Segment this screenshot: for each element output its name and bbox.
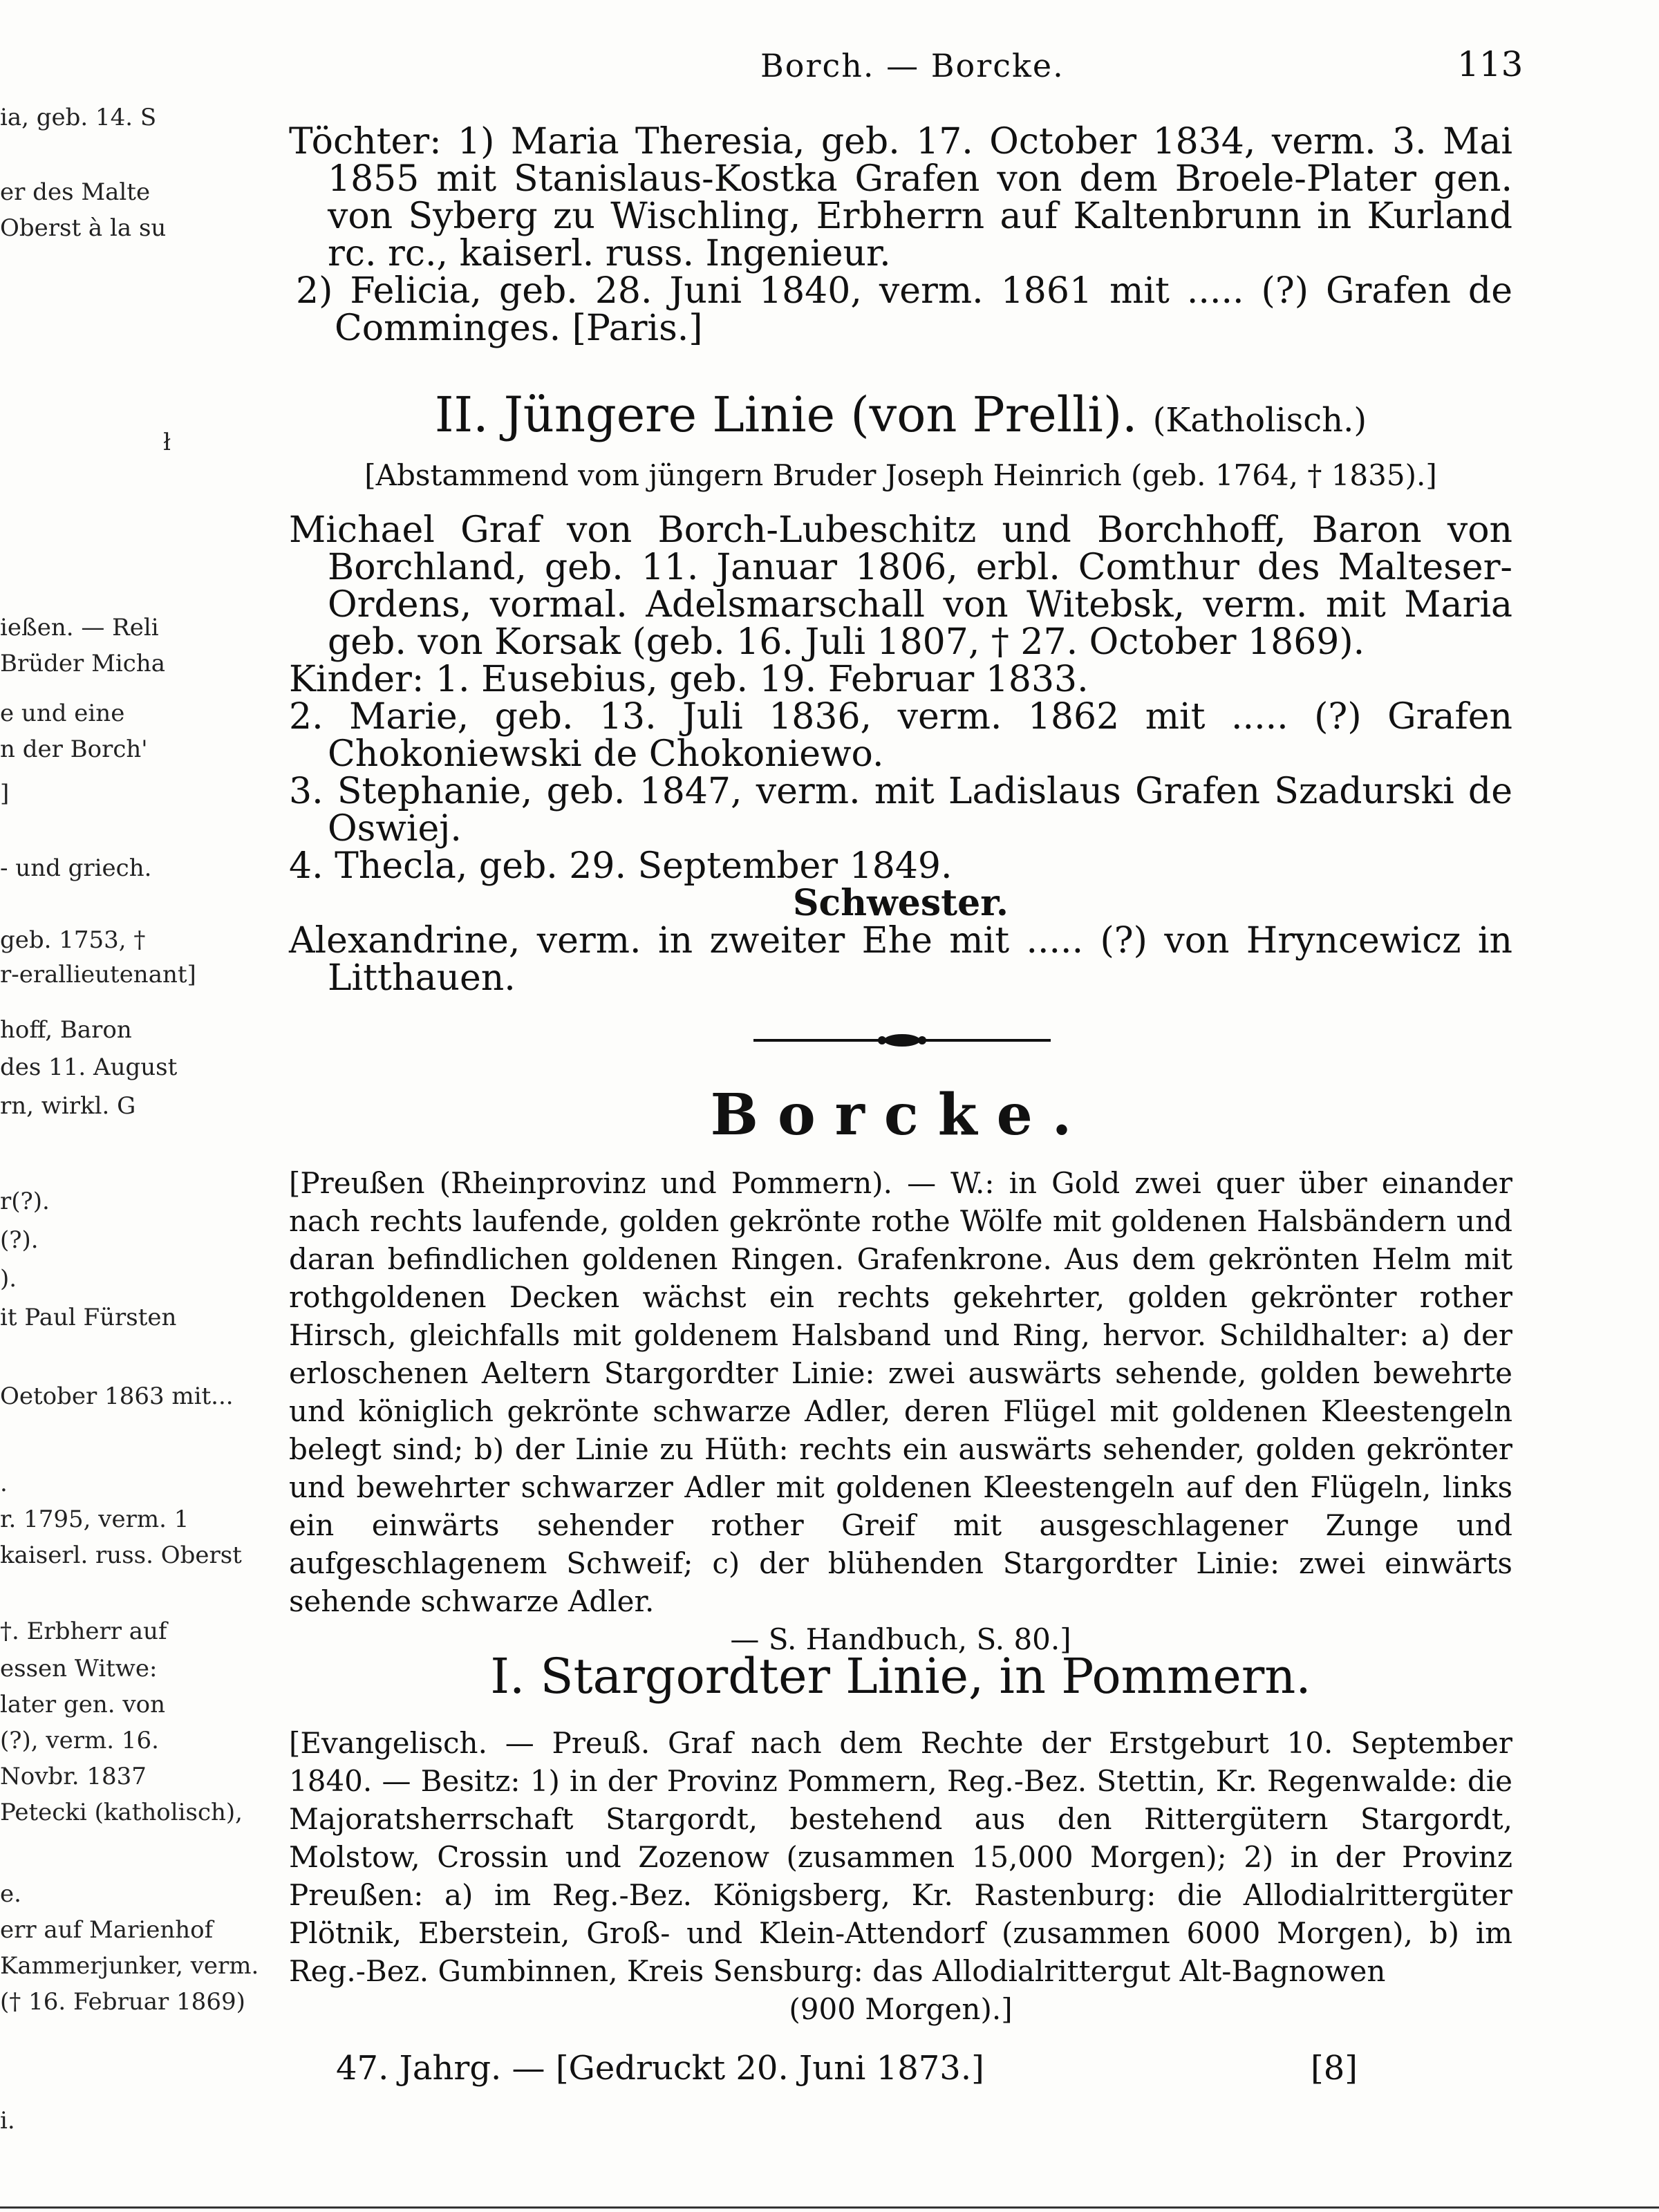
margin-fragment: r-erallieutenant] <box>0 961 196 988</box>
margin-fragment: n der Borch' <box>0 735 148 763</box>
heading-text: II. Jüngere Linie (von Prelli). <box>434 386 1138 443</box>
margin-fragment: (?). <box>0 1226 39 1254</box>
borch-daughters-block <box>289 123 1512 347</box>
margin-fragment: († 16. Februar 1869) <box>0 1988 245 2016</box>
margin-fragment: it Paul Fürsten <box>0 1304 177 1331</box>
margin-fragment: err auf Marienhof <box>0 1916 214 1944</box>
margin-fragment: geb. 1753, † <box>0 926 146 954</box>
margin-fragment: †. Erbherr auf <box>0 1618 167 1645</box>
margin-fragment: kaiserl. russ. Oberst <box>0 1541 242 1569</box>
margin-fragment: ł <box>163 429 171 456</box>
margin-fragment: essen Witwe: <box>0 1655 158 1683</box>
margin-fragment: - und griech. <box>0 854 152 882</box>
borcke-title-block <box>289 1084 1512 1146</box>
margin-fragment: ia, geb. 14. S <box>0 104 157 131</box>
descent-note: [Abstammend vom jüngern Bruder Joseph Heinrich (geb. 1764, † 1835).] <box>364 458 1437 492</box>
line-heading-younger <box>289 387 1512 448</box>
margin-fragment: er des Malte <box>0 178 151 206</box>
daughter-felicia: 2) Felicia, geb. 28. Juni 1840, verm. 1861 mit ..... (?) Grafen de Comminges. [Paris.] <box>296 270 1512 349</box>
margin-fragment: Petecki (katholisch), <box>0 1799 243 1826</box>
sister-paragraph: Alexandrine, verm. in zweiter Ehe mit ..... (?) von Hryncewicz in Litthauen. <box>289 920 1512 999</box>
facing-page-margin <box>0 0 259 2212</box>
michael-block <box>289 509 1512 999</box>
margin-fragment: ] <box>0 780 10 807</box>
stargordt-paragraph-end: (900 Morgen).] <box>789 1992 1013 2026</box>
margin-fragment: (?), verm. 16. <box>0 1727 159 1754</box>
margin-fragment: Kammerjunker, verm. <box>0 1952 259 1980</box>
imprint-line: 47. Jahrg. — [Gedruckt 20. Juni 1873.] <box>336 2049 984 2088</box>
stargordt-block <box>289 1724 1512 2028</box>
margin-fragment: Oberst à la su <box>0 214 167 242</box>
margin-fragment: ). <box>0 1265 17 1293</box>
arms-description: [Preußen (Rheinprovinz und Pommern). — W.: in Gold zwei quer über einander nach rechts laufende, golden gekrönte rothe Wölfe mit goldenen Halsbändern und daran befindlichen goldenen Ringen. Grafenkrone. Aus dem gekrönten Helm mit rothgoldenen Decken wächst ein rechts gekehrter, golden gekrönter rother Hirsch, gleichfalls mit goldenem Halsband und Ring, hervor. Schildhalter: a) der erloschenen Aeltern Stargordter Linie: zwei auswärts sehende, golden bewehrte und königlich gekrönte schwarze Adler, deren Flügel mit goldenen Kleestengeln belegt sind; b) der Linie zu Hüth: rechts ein auswärts sehender, golden gekrönter und bewehrter schwarzer Adler mit goldenen Kleestengeln auf den Flügeln, links ein einwärts sehender rother Greif mit ausgeschlagener Zunge und aufgeschlagenem Schweif; c) der blühenden Stargordter Linie: zwei einwärts sehende schwarze Adler. <box>289 1166 1512 1618</box>
margin-fragment: rn, wirkl. G <box>0 1092 136 1120</box>
margin-fragment: later gen. von <box>0 1691 165 1718</box>
michael-paragraph: Michael Graf von Borch-Lubeschitz und Borchhoff, Baron von Borchland, geb. 11. Januar 1806, erbl. Comthur des Malteser-Ordens, vormal. Adelsmarschall von Witebsk, verm. mit Maria geb. von Korsak (geb. 16. Juli 1807, † 27. October 1869). <box>289 509 1512 663</box>
running-title: Borch. — Borcke. <box>760 47 1065 84</box>
section-heading <box>289 387 1512 448</box>
stargordt-paragraph: [Evangelisch. — Preuß. Graf nach dem Rechte der Erstgeburt 10. September 1840. — Besitz: 1) in der Provinz Pommern, Reg.-Bez. Stettin, Kr. Regenwalde: die Majoratsherrschaft Stargordt, bestehend aus den Rittergütern Stargordt, Molstow, Crossin und Zozenow (zusammen 15,000 Morgen); 2) in der Provinz Preußen: a) im Reg.-Bez. Königsberg, Kr. Rastenburg: die Allodialrittergüter Plötnik, Eberstein, Groß- und Klein-Attendorf (zusammen 6000 Morgen), b) im Reg.-Bez. Gumbinnen, Kreis Sensburg: das Allodialrittergut Alt-Bagnowen <box>289 1726 1512 1988</box>
margin-fragment: Novbr. 1837 <box>0 1763 147 1790</box>
margin-fragment: ießen. — Reli <box>0 614 159 641</box>
scan-edge-line <box>0 2206 1659 2209</box>
margin-fragment: des 11. August <box>0 1053 178 1081</box>
margin-fragment: e. <box>0 1880 21 1908</box>
child-entry: 4. Thecla, geb. 29. September 1849. <box>289 845 953 887</box>
daughters-paragraph: Töchter: 1) Maria Theresia, geb. 17. October 1834, verm. 3. Mai 1855 mit Stanislaus-Kostka Grafen von dem Broele-Plater gen. von Syberg zu Wischling, Erbherrn auf Kaltenbrunn in Kurland rc. rc., kaiserl. russ. Ingenieur. <box>289 121 1512 274</box>
signature-mark: [8] <box>1311 2049 1358 2088</box>
margin-fragment: Oetober 1863 mit... <box>0 1382 234 1410</box>
margin-fragment: hoff, Baron <box>0 1016 132 1044</box>
family-title: Borcke. <box>710 1082 1091 1148</box>
page-number: 113 <box>1457 44 1524 84</box>
sister-heading: Schwester. <box>793 882 1009 924</box>
ornament-divider <box>747 1030 1058 1051</box>
arms-reference: — S. Handbuch, S. 80.] <box>730 1622 1071 1656</box>
line-heading-stargordt <box>289 1649 1512 1704</box>
child-entry: Kinder: 1. Eusebius, geb. 19. Februar 1833. <box>289 659 1089 700</box>
margin-fragment: e und eine <box>0 700 125 727</box>
child-entry: 3. Stephanie, geb. 1847, verm. mit Ladislaus Grafen Szadurski de Oswiej. <box>289 771 1512 850</box>
borcke-arms-block <box>289 1164 1512 1658</box>
margin-fragment: r(?). <box>0 1188 50 1215</box>
confession-note: (Katholisch.) <box>1152 401 1367 440</box>
margin-fragment: Brüder Micha <box>0 650 165 677</box>
margin-fragment: . <box>0 1470 8 1497</box>
margin-fragment: i. <box>0 2107 15 2135</box>
margin-fragment: r. 1795, verm. 1 <box>0 1506 189 1533</box>
child-entry: 2. Marie, geb. 13. Juli 1836, verm. 1862 mit ..... (?) Grafen Chokoniewski de Chokoniewo. <box>289 696 1512 775</box>
section-heading: I. Stargordter Linie, in Pommern. <box>490 1648 1311 1705</box>
descent-note-block <box>289 456 1512 494</box>
